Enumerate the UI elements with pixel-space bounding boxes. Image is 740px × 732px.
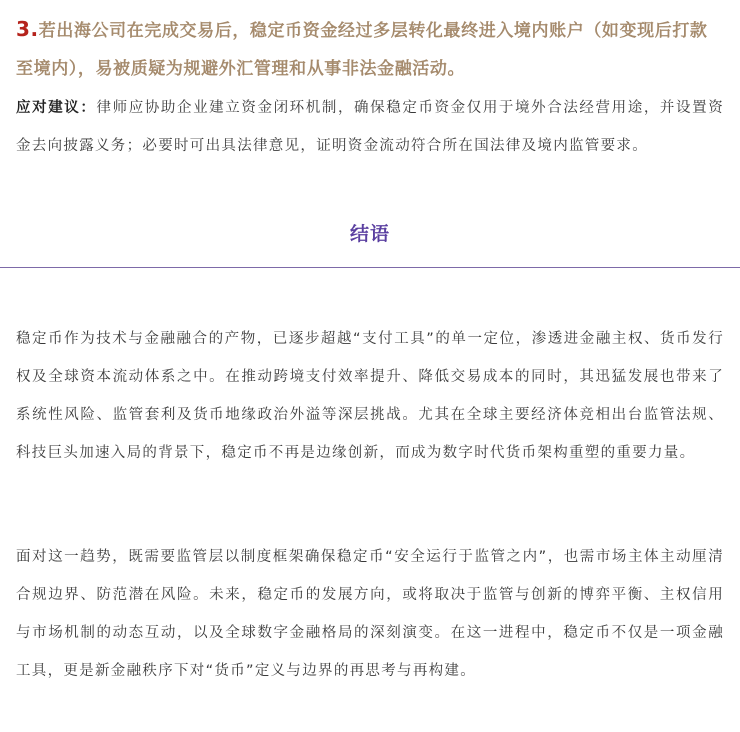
conclusion-paragraph-1: 稳定币作为技术与金融融合的产物，已逐步超越“支付工具”的单一定位，渗透进金融主权、货币发行权及全球资本流动体系之中。在推动跨境支付效率提升、降低交易成本的同时，其迅猛发展也带来了系统性风险、监管套利及货币地缘政治外溢等深层挑战。尤其在全球主要经济体竞相出台监管法规、科技巨头加速入局的背景下，稳定币不再是边缘创新，而成为数字时代货币架构重塑的重要力量。 <box>16 331 724 461</box>
risk-item-3-heading <box>16 10 724 88</box>
advice-paragraph <box>16 89 724 165</box>
conclusion-title: 结语 <box>349 223 390 245</box>
conclusion-paragraph-2: 面对这一趋势，既需要监管层以制度框架确保稳定币“安全运行于监管之内”，也需市场主体主动厘清合规边界、防范潜在风险。未来，稳定币的发展方向，或将取决于监管与创新的博弈平衡、主权信用与市场机制的动态互动，以及全球数字金融格局的深刻演变。在这一进程中，稳定币不仅是一项金融工具，更是新金融秩序下对“货币”定义与边界的再思考与再构建。 <box>16 549 724 679</box>
risk-item-text: 若出海公司在完成交易后，稳定币资金经过多层转化最终进入境内账户（如变现后打款至境内），易被质疑为规避外汇管理和从事非法金融活动。 <box>16 21 708 79</box>
advice-text: 律师应协助企业建立资金闭环机制，确保稳定币资金仅用于境外合法经营用途，并设置资金去向披露义务；必要时可出具法律意见，证明资金流动符合所在国法律及境内监管要求。 <box>16 100 725 154</box>
risk-item-number: 3. <box>16 17 39 41</box>
section-divider <box>0 267 740 268</box>
advice-label: 应对建议： <box>16 100 97 116</box>
